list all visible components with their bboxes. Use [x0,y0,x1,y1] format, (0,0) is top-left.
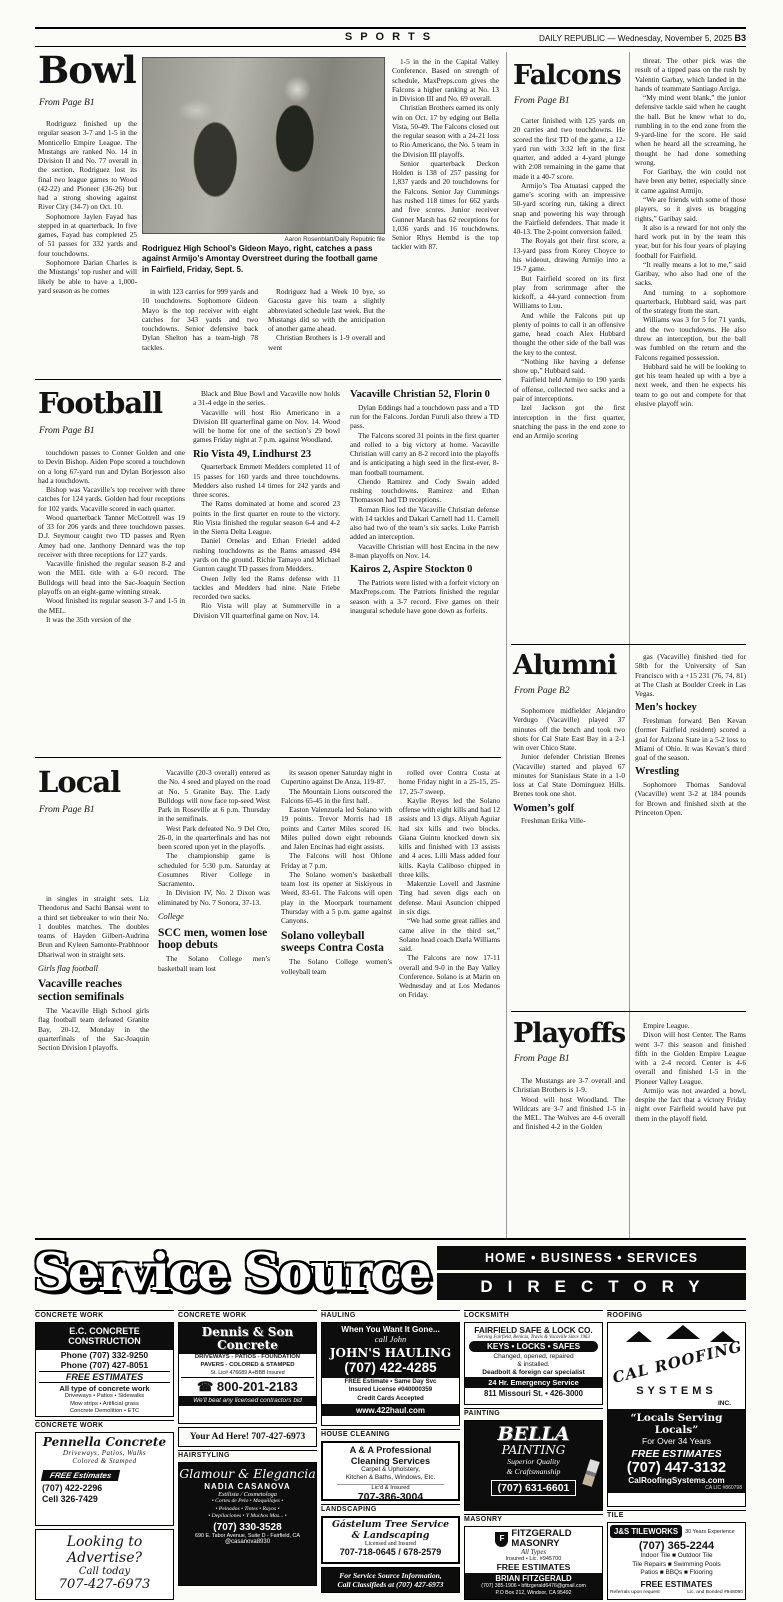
ad-services: & installed. [517,1361,550,1369]
ad-services: Concrete Demolition • ETC [69,1407,140,1414]
ad-address: 690 E. Tabor Avenue, Suite D - Fairfield, CA [195,1532,300,1539]
ad-tagline: & Craftsmanship [506,1467,561,1477]
bowl-photo [142,57,385,234]
ad-services: • Peinados • Tintes • Rayos • [215,1505,280,1512]
ad-phone: 707-386-3004 [357,1490,424,1501]
kicker-girls-flag-football: Girls flag football [38,963,98,973]
alumni-col-2 [635,652,746,1008]
ad-title: MASONRY [511,1538,560,1550]
ad-gastelum-tree [321,1516,460,1564]
ad-services: All Types [521,1549,546,1557]
ad-title: A & A Professional [349,1445,432,1455]
local-col1-top: in singles in straight sets. Liz Theodorus and Sachi Bansai went to a third set tiebreaker to win their No. 1 doubles matches. The doubles teams of Hayden Gilbert-Audrina Brun and Kyleen Samonte-Prabhnoor Dhariwal won in straight sets. [38,894,149,959]
section-title: SPORTS [344,31,439,43]
ad-tagline: For Over 34 Years [642,1436,711,1446]
section-divider [511,644,746,645]
ad-license: Insured • Lic. #945700 [505,1556,562,1563]
ad-license: St. Lic# 476689 A+BBB Insured [181,1370,314,1378]
ad-social-handle: @casanova8930 [224,1538,271,1545]
directory-column-1 [35,1310,174,1600]
section-divider [511,1011,746,1012]
ad-text: For Service Source Information, [339,1571,442,1580]
ad-phone: (707) 447-3132 [626,1460,727,1476]
ad-title: Dennis & Son [201,1325,294,1339]
ad-fairfield-safe-lock [464,1322,603,1405]
alumni-col2-bottom: Sophomore Thomas Sandoval (Vacaville) went 3-2 at 184 pounds for Brown and finished sixth at the Princeton Open. [635,780,746,817]
subhead-vacaville-reaches: Vacaville reaches section semifinals [38,978,124,1004]
ad-free-estimates: FREE ESTIMATES [631,1448,722,1460]
ad-glamour-elegancia [178,1462,317,1586]
local-col3-top: its season opener Saturday night in Cupertino against De Anza, 119-87. The Mountain Lions outscored the Falcons 65-45 in the first half. Easton Valenzuela led Solano with 19 points. Trevor Morris had 18 points and Carter Miles scored 16. Miles pulled down eight rebounds and Jalen Encinas had eight assists. The Falcons will host Ohlone Friday at 7 p.m. The Solano women’s basketball team lost its opener at Siskiyous in Weed, 83-61. The Falcons will open play in the Moorpark tournament Thursday with a 5 p.m. game against Canyons. [281,768,392,926]
ad-your-ad-here: Your Ad Here! 707-427-6973 [178,1427,317,1447]
ad-title: & Landscaping [351,1529,430,1541]
ad-text: Call today [78,1566,131,1578]
ad-services: PAVERS - COLORED & STAMPED [200,1361,295,1368]
football-col3-top: Dylan Eddings had a touchdown pass and a TD run for the Falcons. Jordan Furuli also threw a TD pass. The Falcons scored 31 points in the first quarter and rolled to a big victory at home. Vacaville Christian will carry an 8-2 record into the playoffs and is anticipating a high seed in the first-ever, 8-man football tournament. Chendo Ramirez and Cody Swain added rushing touchdowns. Ramirez and Ethan Thomasson had TD receptions. Roman Rios led the Vacaville Christian defense with 14 tackles and Dakari Carnell had 11. Carnell also had two of the team’s six sacks. Luke Parrish added an interception. Vacaville Christian will host Encina in the new 8-man playoffs on Nov. 14. [350,402,499,560]
subhead-mens-hockey: Men’s hockey [635,702,697,714]
ad-phone: ☎ 800-201-2183 [197,1378,298,1394]
ad-tagline: All type of concrete work [59,1384,150,1394]
falcons-headline: Falcons [513,60,621,91]
ad-fitzgerald-masonry [464,1526,603,1600]
directory-grid [35,1310,746,1600]
ad-subtitle: Estilista / Cosmetologa [218,1491,277,1498]
football-frompage: From Page B1 [39,426,95,436]
subhead-wrestling: Wrestling [635,766,679,778]
ad-phone: Phone (707) 427-8051 [60,1360,149,1370]
roof-icon [626,1331,652,1342]
ad-phone: (707) 422-2296 [42,1482,103,1493]
ad-js-tileworks [607,1522,746,1600]
local-col-4: rolled over Contra Costa at home Friday night in a 25-15, 25-17, 25-7 sweep. Kaylie Reyes led the Solano offense with eight kills and had 12 assists and 13 digs. Aliyah Aguiar had six kills and two blocks. Giana Guintu knocked down six kills and finished with 13 assists and 4 aces. Lilli Mass added four kills. Kayla Caliboso chipped in three kills. Makenzie Lovell and Jasmine Ting had seven digs each on defense. Maui Asuncion chipped in six digs. “We had some great rallies and came alive in the third set,” Solano head coach Darla Williams said. The Falcons are now 17-11 overall and 9-0 in the Bay Valley Conference. Solano is at Marin on Wednesday and at Los Medanos on Friday. [399,768,500,1000]
ad-aa-cleaning [321,1441,460,1501]
falcons-col-2: threat. The other pick was the result of a tipped pass on the rush by Valentin Garbay, which landed in the hands of teammate Santiago Arciga. “My mind went blank,” the junior defensive tackle said when he caught the ball. But he knew what to do, rumbling in to the end zone from the 9-yard-line for the score. He said when he heard all the screaming, he thought he had done something wrong. For Garibay, the win could not have been any better, especially since it came against Armijo. “We are friends with some of those players, so it gives us bragging rights,” Garibay said. It also is a reward for not only the hard work put in by the team this year, but for his four years of playing football for Fairfield. “It really means a lot to me,” said Garibay, who also had one of the sacks. And turning to a sophomore quarterback, Hubbard said, was part of the strategy from the start. Williams was 3 for 5 for 71 yards, and the two touchdowns. He also threw an interception, but the ball was fumbled on the return and the Falcons regained possession. Hubbard said he will be looking to get his team healed up with a bye a next week, and then he expects his team to go out and compete for that elusive playoff win. [635,56,746,408]
ad-phone: Call Classifieds at (707) 427-6973 [337,1580,444,1589]
subhead-scc: SCC men, women lose hoop debuts [158,926,268,952]
local-col-2 [158,768,270,1232]
ad-pennella-concrete [35,1432,174,1527]
ad-looking-to-advertise [35,1529,174,1600]
ad-address: P.O Box 212, Windsor, CA 95492 [495,1589,572,1596]
alumni-headline: Alumni [513,650,617,681]
ad-title: FAIRFIELD SAFE & LOCK CO. [474,1325,593,1335]
ad-services: Patios ■ BBQs ■ Flooring [640,1569,713,1577]
ad-text: Looking to [66,1534,143,1551]
photo-credit: Aaron Rosenblatt/Daily Republic file [284,236,385,243]
alumni-col2-top: gas (Vacaville) finished tied for 58th for the University of San Francisco with a +15 231 (76, 74, 81) at The Clash at Boulder Creek in Las Vegas. [635,652,746,699]
ad-title: Gástelum Tree Service [331,1519,449,1530]
shield-icon: F [495,1532,508,1547]
local-col2-top: Vacaville (20-3 overall) entered as the No. 4 seed and played on the road at No. 5 Granite Bay. The Lady Bulldogs will now face top-seed West Park in Roseville at 6 p.m. Thursday in the semifinals. West Park defeated No. 9 Del Oro, 26-0, in the quarterfinals and has not been scored upon yet in the playoffs. The championship game is scheduled for 5:30 p.m. Saturday at Cosumnes River College in Sacramento. In Division IV, No. 2 Dixon was eliminated by No. 7 Sonora, 37-13. [158,768,270,907]
playoffs-headline: Playoffs [513,1018,626,1049]
page-number: B3 [734,33,746,43]
subhead-rio-vista: Rio Vista 49, Lindhurst 23 [193,448,312,460]
ad-phone: (707) 422-4285 [344,1360,437,1375]
ad-ec-concrete [35,1322,174,1417]
category-label: ROOFING [607,1310,746,1319]
ad-title: FITZGERALD [511,1528,572,1540]
directory-column-5 [607,1310,746,1600]
kicker-college: College [158,911,184,921]
football-col2-top: Black and Blue Bowl and Vacaville now holds a 31-4 edge in the series. Vacaville will host Rio Americano in a Division III quarterfinal game on Nov. 14. Wood will be home for one of the section’s 29 bowl games Friday night at 7 p.m. against Woodland. [193,389,340,445]
roof-icon [666,1325,700,1339]
bowl-col-4: 1-5 in the in the Capital Valley Conference. Based on strength of schedule, MaxPreps.com gives the Falcons a higher ranking at No. 13 in Division III and No. 69 overall. Christian Brothers earned its only win on Oct. 17 by edging out Bella Vista, 50-49. The Falcons closed out the regular season with a 24-21 loss to Rio Americano, the No. 5 team in the Division III playoffs. Senior quarterback Deckon Holden is 138 of 257 passing for 1,837 yards and 20 touchdowns for the Falcons. Senior Jay Cummings has rushed 118 times for 662 yards and five scores. Junior receiver Gunner Marsh has 62 receptions for 1,036 yards and 16 touchdowns. Senior Rhys Hembd is the top tackler with 87. [392,57,499,252]
ad-website: www.422haul.com [322,1404,459,1416]
ad-contact: (707) 385-1906 • bfitzgerald6476@gmail.com [481,1583,586,1590]
ad-services: Colored & Stamped [72,1456,137,1465]
ad-services: • Depilaciones • Y Muchos Mas... • [208,1513,287,1520]
alumni-col2-mid: Freshman forward Ben Kevan (former Fairfield resident) scored a goal for Arizona State in a 5-2 loss to Miami of Ohio. It was Kevan’s third goal of the season. [635,716,746,763]
category-label: HAIRSTYLING [178,1450,317,1459]
ad-title: INC. [718,1400,731,1407]
directory-column-2 [178,1310,317,1600]
ad-title: J&S TILEWORKS [610,1525,682,1538]
ad-owner: NADIA CASANOVA [204,1482,291,1491]
category-label: HOUSE CLEANING [321,1429,460,1438]
football-col2-bottom: Quarterback Emmett Medders completed 11 of 15 passes for 160 yards and three touchdowns. Medders also rushed 14 times for 242 yards and three scores. The Rams dominated at home and scored 23 points in the first quarter en route to the victory. Rio Vista finished the regular season 6-4 and 4-2 in the Sierra Delta League. Daniel Ornelas and Ethan Friedel added rushing touchdowns as the Rams amassed 494 yards on the ground. Richie Tamayo and Michael Gunton caught TD passes from Medders. Owen Jelly led the Rams defense with 11 tackles and Medders had nine. Nate Friebe recorded two sacks. Rio Vista will play at Summerville in a Division VII quarterfinal game on Nov. 14. [193,462,340,620]
ad-services: Carpet & Upholstery, [361,1466,420,1474]
ad-referrals: Referrals upon request [610,1589,660,1595]
alumni-col1-top: Sophomore midfielder Alejandro Verdugo (Vacaville) played 37 minutes off the bench and took two shots for Cal State East Bay in a 2-1 win over Chico State. Junior defender Christian Brenes (Vacaville) started and played 67 minutes for Stanislaus State in a 1-0 loss at Cal State Dominguez Hills. Brenes took one shot. [513,706,625,799]
paper-name-date: DAILY REPUBLIC — Wednesday, November 5, 2025 [538,34,733,43]
ad-headline: call John [374,1334,407,1344]
ad-title: BELLA [497,1423,570,1446]
ad-subtitle: Serving Fairfield, Benicia, Travis & Vacaville Since 1963 [477,1335,590,1340]
ad-tagline: We'll beat any licensed contractors bid [179,1396,316,1406]
local-col-3 [281,768,392,1232]
column-divider [629,52,630,1238]
service-source-banner-directory: DIRECTORY [437,1273,746,1300]
ad-license: Insured License #040000359 [348,1386,433,1394]
ad-title: CAL ROOFING [610,1337,745,1387]
alumni-col-1 [513,706,625,1006]
ad-title: Pennella Concrete [42,1434,167,1449]
ad-services: Credit Cards Accepted [357,1394,424,1402]
local-col-1 [38,894,149,1232]
football-col3-bottom: The Patriots were listed with a forfeit victory on MaxPreps.com. The Patriots finished the regular season with a 3-7 record. Five games on their inaugural schedule have gone down as forfeits. [350,578,499,615]
ad-phone: (707) 365-2244 [638,1540,715,1553]
falcons-col-1: Carter finished with 125 yards on 20 carries and two touchdowns. He scored the first TD of the game, a 12-yard run with 3:32 left in the first quarter, and added a 4-yard plunge with 2:08 remaining in the game that made it a 40-7 score. Armijo’s Toa Atuatasi capped the game’s scoring with an impressive 50-yard scoring run, taking a direct snap and powering his way through the Fairfield defenders. That made it 40-13. The 2-point conversion failed. The Royals got their first score, a 13-yard pass from Korey Choyce to his wideout, drawing Armijo into a 19-7 game. But Fairfield scored on its first play from scrimmage after the kickoff, a 44-yard connection from Williams to Luu. And while the Falcons put up plenty of points to call it an offensive game, head coach Alex Hubbard thought the other side of the ball was the key to the contest. “Nothing like having a defense show up,” Hubbard said. Fairfield held Armijo to 190 yards of offense, collected two sacks and a pair of interceptions. Izel Jackson got the first interception in the first quarter, snatching the pass in the end zone to end an Armijo scoring [513,116,625,441]
category-label: TILE [607,1510,746,1519]
section-divider [35,1238,746,1240]
category-label: LOCKSMITH [464,1310,603,1319]
ad-service-source-info [321,1567,460,1593]
ad-text: Advertise? [66,1550,143,1567]
ad-free-estimates: FREE ESTIMATES [39,1371,170,1383]
ad-services: KEYS • LOCKS • SAFES [469,1341,598,1352]
ad-free-estimates: FREE ESTIMATES [640,1578,713,1589]
ad-services: Tile Repairs ■ Swimming Pools [632,1560,721,1568]
ad-phone: 707-427-6973 [58,1577,151,1593]
ad-tagline: “Locals Serving Locals” [630,1412,723,1436]
football-col-3 [350,389,499,755]
ad-free-estimates: FREE ESTIMATES [496,1562,571,1573]
bowl-frompage: From Page B1 [39,98,95,108]
ad-owner: BRIAN FITZGERALD [495,1574,572,1584]
ad-license: Licensed and Insured [364,1541,417,1548]
ad-phone: 707-718-0645 / 678-2579 [339,1547,442,1558]
section-divider [35,757,501,758]
local-frompage: From Page B1 [39,805,95,815]
playoffs-col-1: The Mustangs are 3-7 overall and Christian Brothers is 1-9. Wood will host Woodland. The Wildcats are 3-7 and finished 1-5 in the MEL. The Wolves are 4-6 overall and finished 4-2 in the Golden [513,1076,625,1132]
ad-title: E.C. CONCRETE [69,1326,140,1336]
ad-services: FREE Estimate • Same Day Svc [344,1378,437,1385]
photo-caption: Rodriguez High School’s Gideon Mayo, right, catches a pass against Armijo’s Amontay Overstreet during the football game in Fairfield, Friday, Sept. 5. [142,244,378,274]
ad-services: Driveways, Patios, Walks [62,1448,147,1457]
ad-title: Cleaning Services [350,1455,431,1466]
category-label: CONCRETE WORK [178,1310,317,1319]
bowl-col-2: in with 123 carries for 999 yards and 10 touchdowns. Sophomore Gideon Mayo is the top receiver with eight catches for 343 yards and two touchdowns. Senior defensive back Dylan Shelton has a team-high 78 tackles. [142,287,258,352]
ad-title: Glamour & Elegancia [179,1466,316,1481]
ad-cal-roofing [607,1322,746,1507]
falcons-frompage: From Page B1 [514,96,570,106]
ad-phone: Cell 326-7429 [42,1493,98,1504]
local-headline: Local [38,765,121,799]
ad-experience: 30 Years Experience [685,1528,735,1535]
alumni-col1-bottom: Freshman Erika Ville- [521,816,586,826]
category-label: HAULING [321,1310,460,1319]
ad-title: CONSTRUCTION [68,1336,141,1347]
ad-services: Mow strips • Artificial grass [70,1400,139,1407]
ad-services: Deadbolt & foreign car specialist [482,1369,585,1377]
alumni-frompage: From Page B2 [514,686,570,696]
subhead-solano-volleyball: Solano volleyball sweeps Contra Costa [281,929,384,955]
ad-title: PAINTING [501,1443,566,1458]
ad-phone: (707) 631-6601 [491,1480,577,1496]
ad-address: 811 Missouri St. • 426-3000 [484,1389,583,1399]
section-divider [35,379,501,380]
directory-column-4 [464,1310,603,1600]
subhead-womens-golf: Women’s golf [513,802,575,814]
subhead-vacaville-christian: Vacaville Christian 52, Florin 0 [350,389,490,400]
ad-services: Indoor Tile ■ Outdoor Tile [640,1552,713,1560]
ad-johns-hauling [321,1322,460,1426]
ad-free-estimates: FREE Estimates [41,1470,121,1481]
playoffs-frompage: From Page B1 [514,1054,570,1064]
paper-dateline [539,33,746,43]
local-col1-bottom: The Vacaville High School girls flag football team defeated Granite Bay, 20-12, Monday in the quarterfinals of the Sac-Joaquin Section Division I playoffs. [38,1006,149,1053]
ad-services: Kitchen & Baths, Windows, Etc. [345,1474,436,1482]
ad-license: Lic. and Bonded #948090 [687,1589,743,1595]
masthead-rule-bottom [35,46,746,47]
ad-website: CalRoofingSystems.com [628,1476,725,1485]
football-col-2 [193,389,340,755]
ad-services: Driveways • Patios • Sidewalks [64,1393,145,1400]
category-label: CONCRETE WORK [35,1310,174,1319]
ad-license: CA LIC #860798 [705,1485,742,1491]
category-label: MASONRY [464,1514,603,1523]
subhead-kairos: Kairos 2, Aspire Stockton 0 [350,564,473,576]
ad-title: JOHN'S HAULING [329,1346,452,1360]
ad-bella-painting [464,1420,603,1511]
football-col-1: touchdown passes to Conner Golden and one to Devin Bishop. Aiden Pope scored a touchdown on a long 67-yard run and Dylan Borjesson also had a touchdown. Bishop was Vacaville’s top receiver with three catches for 124 yards. Golden had four receptions for 102 yards. Vacaville scored in each quarter. Wood quarterback Tanner McCottrell was 19 of 33 for 206 yards and three touchdown passes. D.J. Seymour caught two TD passes and Ryen Amey had one. Janthony Dennard was the top receiver with three receptions for 127 yards. Vacaville finished the regular season 8-2 and won the MEL title with a 6-0 record. The Bulldogs will head into the Sac-Joaquin Section playoffs on an eight-game winning streak. Wood finished its regular season 3-7 and 1-5 in the MEL. It was the 35th version of the [38,448,185,624]
category-label: PAINTING [464,1408,603,1417]
bowl-headline: Bowl [38,48,136,92]
playoffs-col-2: Empire League. Dixon will host Center. The Rams went 3-7 this season and finished fifth in the Golden Empire League with a 2-4 record. Center is 4-6 overall and finished 1-5 in the Pioneer Valley League. Armijo was not awarded a bowl, despite the fact that a victory Friday night over Fairfield would have put them in the playoff field. [635,1021,746,1123]
ad-services: • Cortes de Pelo • Maquillajes • [211,1498,284,1504]
category-label: CONCRETE WORK [35,1420,174,1429]
local-col3-bottom: The Solano College women’s volleyball team [281,957,392,976]
ad-dennis-and-son [178,1322,317,1424]
service-source-banner-sub: HOME • BUSINESS • SERVICES [437,1246,746,1270]
directory-column-3 [321,1310,460,1600]
football-headline: Football [38,386,163,420]
ad-title: Concrete [217,1337,278,1352]
ad-services: Changed, opened, repaired [493,1353,574,1360]
local-col2-bottom: The Solano College men’s basketball team lost [158,954,270,973]
service-source-banner-title: Service Source [33,1243,430,1303]
ad-services: DRIVEWAYS - PATIOS - FOUNDATION [194,1354,301,1361]
ad-phone: Phone (707) 332-9250 [60,1349,149,1360]
bowl-col-3: Rodriguez had a Week 10 bye, so Gacosta gave his team a slightly abbreviated schedule last week. But the Mustangs did so with the anticipation of another game ahead. Christian Brothers is 1-9 overall and went [268,287,385,352]
ad-emergency: 24 Hr. Emergency Service [465,1377,602,1388]
ad-phone: (707) 330-3528 [213,1521,282,1533]
ad-title: SYSTEMS [636,1385,717,1397]
ad-headline: When You Want It Gone... [341,1325,440,1334]
column-divider [506,52,507,1238]
ad-tagline: Superior Quality [507,1456,560,1466]
bowl-col-1: Rodriguez finished up the regular season 3-7 and 1-5 in the Monticello Empire League. The Mustangs are ranked No. 14 in Division II and No. 77 overall in the section. Rodriguez lost its final two league games to Wood (42-22) and Pioneer (36-26) but had a strong showing against River City (34-7) on Oct. 10. Sophomore Jaylen Fayad has stepped in at quarterback. In five games, Fayad has completed 25 of 51 passes for 332 yards and four touchdowns. Sophomore Darian Charles is the Mustangs’ top rusher and will likely be able to have a 1,000-yard season as he comes [38,119,137,295]
ad-license: Lic'd & Insured [337,1484,444,1491]
masthead-rule-top [35,27,746,29]
category-label: LANDSCAPING [321,1504,460,1513]
